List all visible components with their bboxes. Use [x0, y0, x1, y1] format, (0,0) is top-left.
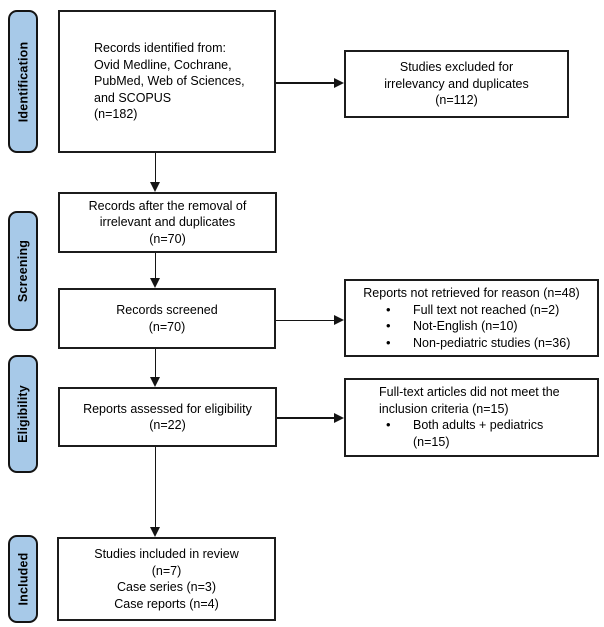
stage-label-text: Identification	[16, 41, 31, 122]
box-records-after-removal	[58, 192, 277, 253]
box-fulltext-excluded	[344, 378, 599, 457]
box-text-line: Records screened	[116, 303, 218, 317]
bullet-icon	[346, 417, 413, 450]
box-reports-not-retrieved	[344, 279, 599, 357]
arrow-down-icon	[150, 278, 160, 288]
arrow-right-icon	[334, 413, 344, 423]
box-text-line: (n=182)	[94, 107, 138, 122]
box-text-line: irrelevant and duplicates	[99, 215, 236, 230]
connector-assessed-to-fulltext-excluded	[277, 417, 334, 419]
bullet-item	[346, 335, 597, 352]
bullet-text: Both adults + pediatrics	[413, 418, 544, 432]
box-studies-excluded	[344, 50, 569, 118]
box-text-line: Case series (n=3)	[117, 580, 216, 594]
arrow-right-icon	[334, 315, 344, 325]
box-text-line: Full-text articles did not meet the	[379, 385, 560, 399]
box-text-line: Reports assessed for eligibility	[83, 401, 252, 416]
connector-screened-to-not-retrieved	[276, 320, 334, 322]
box-text-line: (n=70)	[149, 231, 186, 246]
box-records-screened	[58, 288, 276, 349]
box-text-line: Reports not retrieved for reason (n=48)	[363, 286, 580, 300]
stage-label-eligibility	[8, 355, 38, 473]
box-text-line: irrelevancy and duplicates	[384, 76, 529, 91]
arrow-down-icon	[150, 182, 160, 192]
stage-label-included	[8, 535, 38, 623]
box-text-line: and SCOPUS	[94, 90, 172, 105]
connector-assessed-to-included	[155, 447, 157, 527]
arrow-down-icon	[150, 527, 160, 537]
box-text-line: Studies excluded for	[399, 60, 514, 75]
box-text-line: Studies included in review	[94, 547, 239, 561]
bullet-text: Non-pediatric studies (n=36)	[413, 335, 571, 350]
box-text-line: (n=112)	[435, 93, 478, 108]
connector-screened-to-assessed	[155, 349, 157, 377]
box-text-line: Ovid Medline, Cochrane,	[94, 57, 232, 72]
bullet-item	[346, 417, 597, 450]
stage-label-text: Eligibility	[16, 385, 31, 443]
box-text-line: PubMed, Web of Sciences,	[94, 74, 245, 89]
bullet-item	[346, 318, 597, 335]
box-text-line: (n=7)	[151, 563, 182, 578]
stage-label-text: Screening	[16, 239, 30, 303]
box-studies-included	[57, 537, 276, 621]
connector-removal-to-screened	[155, 253, 157, 278]
bullet-text: (n=15)	[413, 434, 450, 449]
box-text-line: (n=22)	[149, 418, 186, 432]
box-text-line: Records identified from:	[94, 41, 227, 56]
stage-label-identification	[8, 10, 38, 153]
box-text-line: inclusion criteria (n=15)	[379, 401, 509, 416]
box-text-line: (n=70)	[148, 319, 186, 334]
bullet-text: Not-English (n=10)	[413, 319, 518, 333]
box-text-line: Records after the removal of	[88, 198, 247, 213]
connector-identified-to-removal	[155, 153, 157, 182]
bullet-item	[346, 302, 597, 319]
connector-identified-to-excluded	[276, 82, 334, 84]
box-text-line: Case reports (n=4)	[114, 596, 219, 611]
bullet-icon	[346, 335, 413, 352]
arrow-down-icon	[150, 377, 160, 387]
arrow-right-icon	[334, 78, 344, 88]
box-records-identified	[58, 10, 276, 153]
bullet-icon	[346, 318, 413, 335]
bullet-text: Full text not reached (n=2)	[413, 302, 560, 317]
bullet-icon	[346, 302, 413, 319]
stage-label-text: Included	[16, 552, 30, 606]
stage-label-screening	[8, 211, 38, 331]
box-reports-assessed	[58, 387, 277, 447]
